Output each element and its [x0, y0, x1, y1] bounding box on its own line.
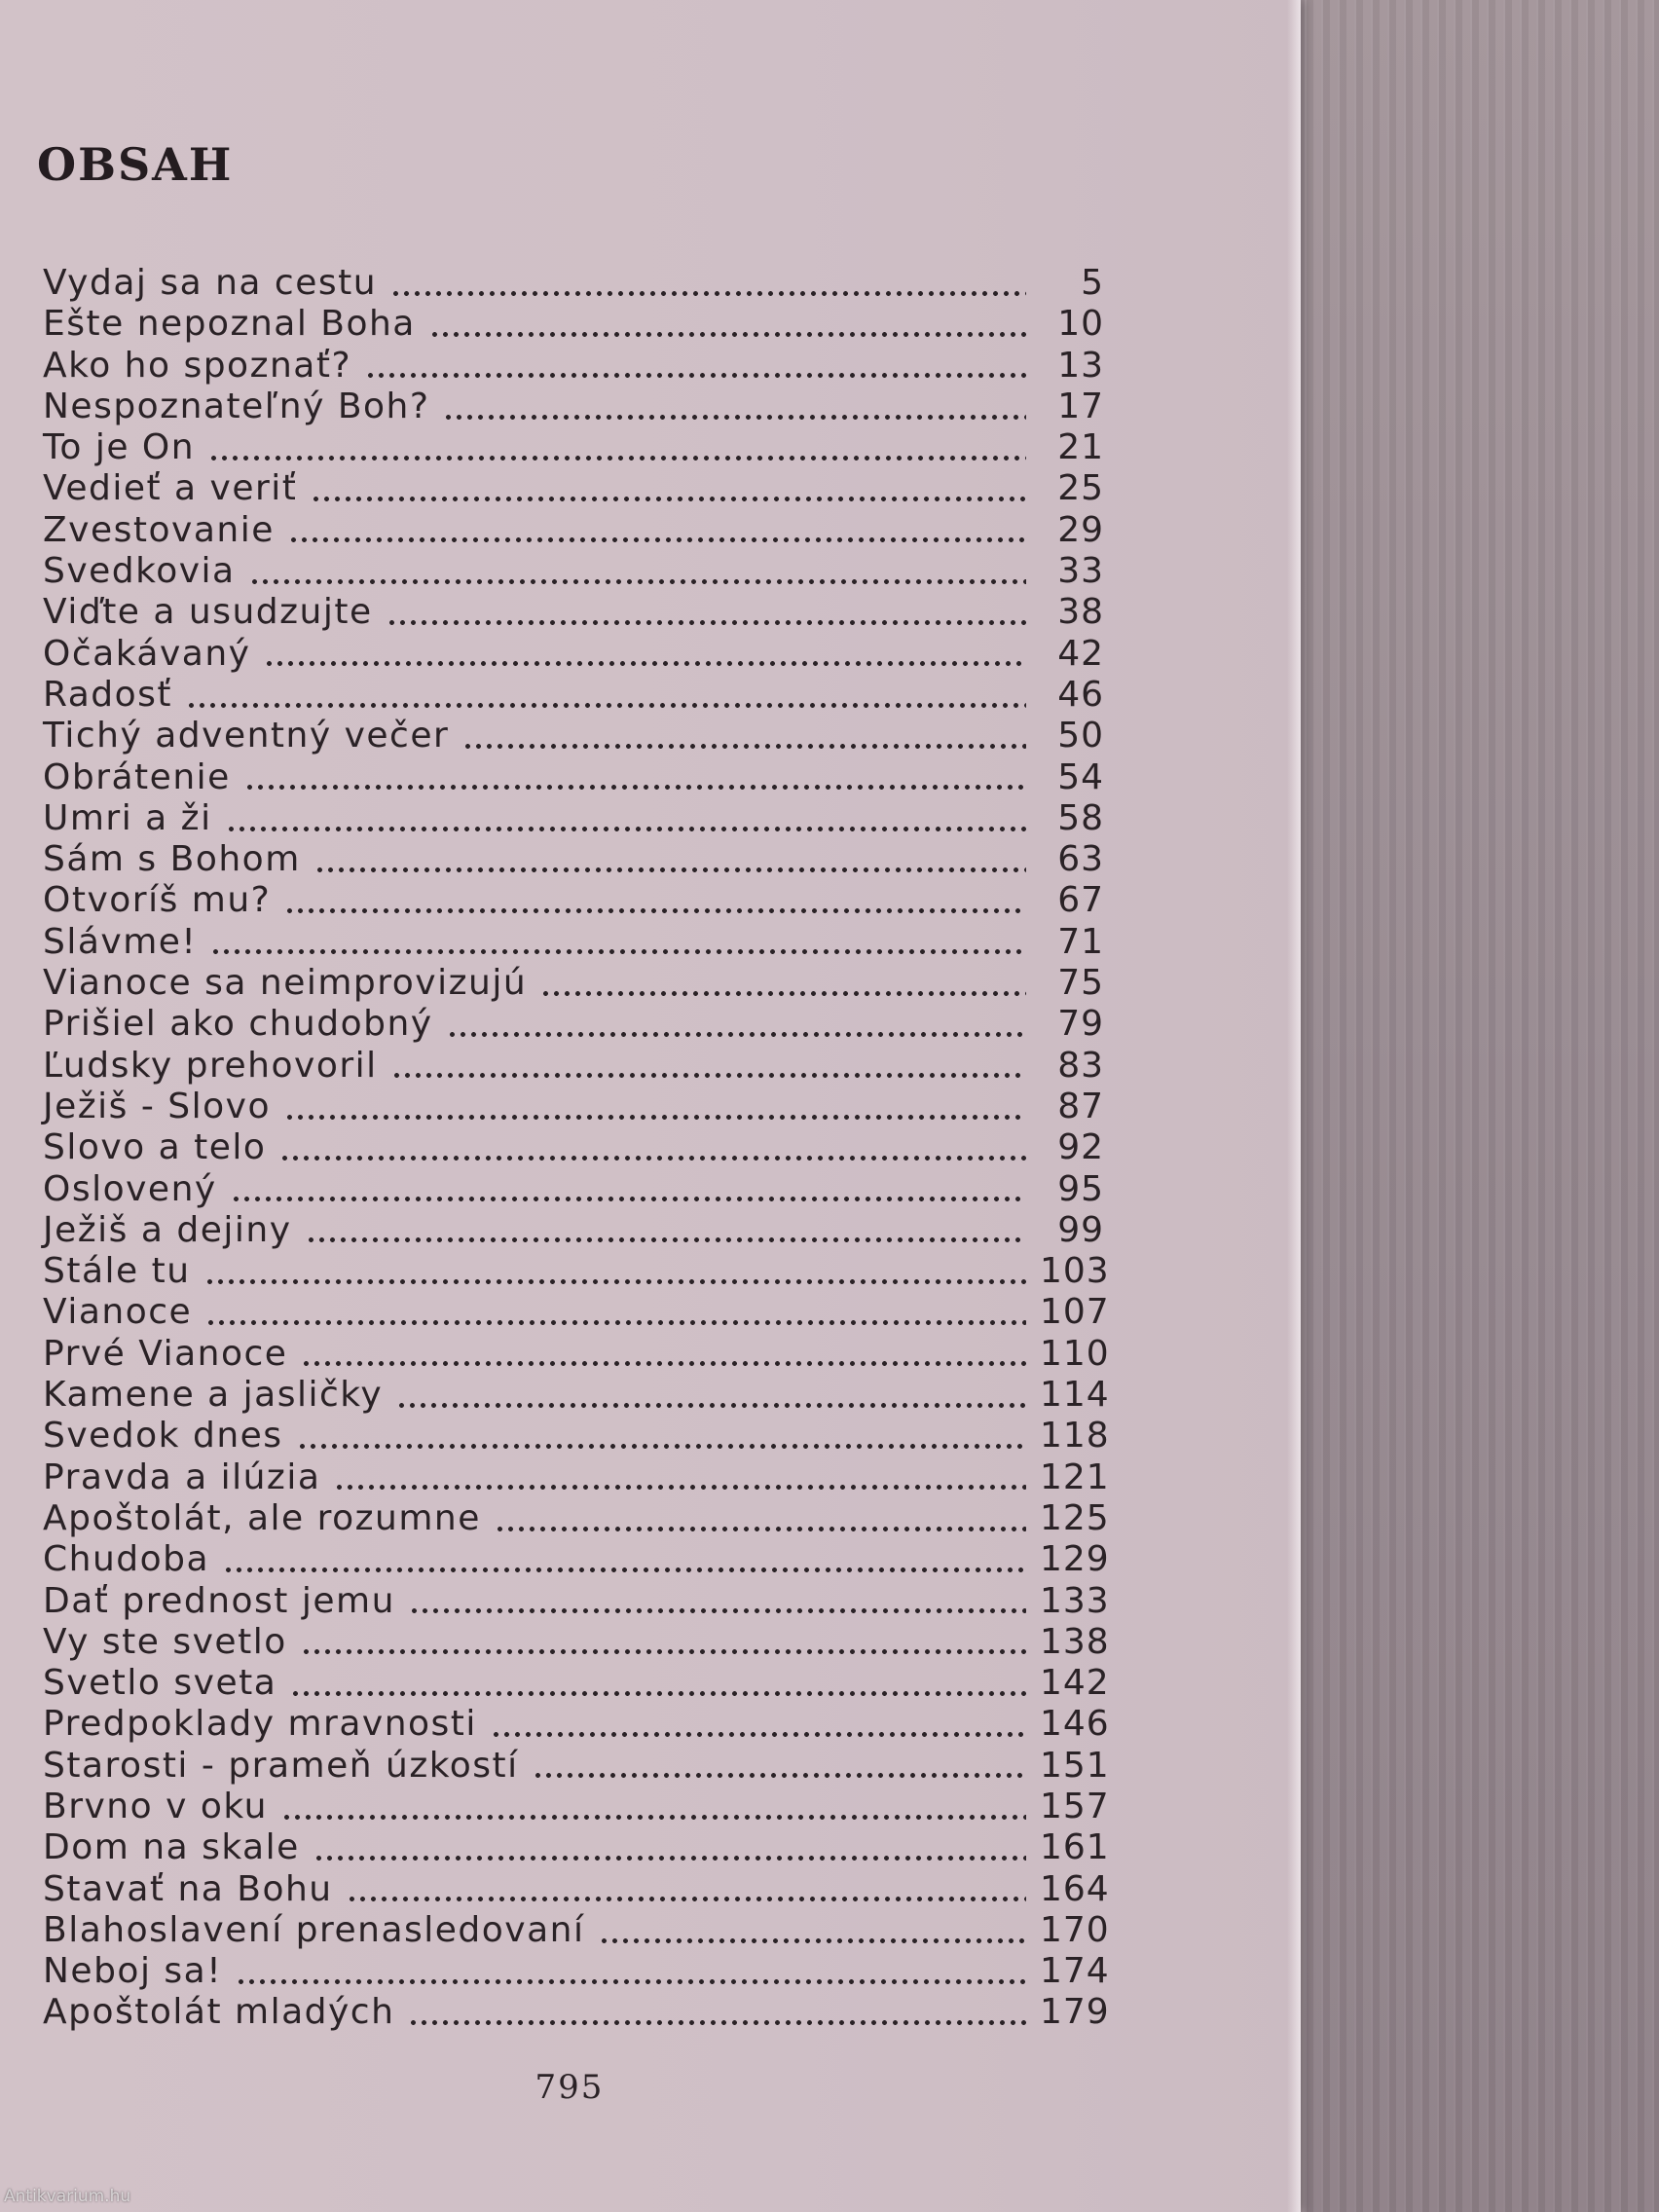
toc-entry-title: Apoštolát mladých [43, 1992, 395, 2033]
toc-entry-page: 151 [1040, 1745, 1110, 1786]
toc-entry-page: 42 [1057, 633, 1104, 674]
toc-entry-page: 138 [1040, 1621, 1110, 1662]
dot-leader [429, 330, 1026, 339]
toc-entry-page: 107 [1040, 1292, 1110, 1333]
toc-entry-title: Stále tu [43, 1251, 191, 1292]
dot-leader [491, 1730, 1026, 1739]
dot-leader [236, 1977, 1026, 1986]
dot-leader [306, 1235, 1027, 1244]
toc-entry [43, 839, 1104, 880]
toc-entry-page: 46 [1057, 674, 1104, 715]
toc-entry [43, 634, 1104, 675]
toc-entry [43, 1292, 1110, 1333]
toc-entry-title: Pravda a ilúzia [43, 1456, 321, 1497]
toc-entry [43, 675, 1104, 716]
toc-entry-page: 110 [1040, 1333, 1110, 1374]
toc-entry-title: Predpoklady mravnosti [43, 1704, 477, 1745]
toc-entry-page: 129 [1040, 1539, 1110, 1580]
dot-leader [408, 2018, 1026, 2027]
toc-entry-title: Starosti - prameň úzkostí [43, 1745, 519, 1786]
toc-entry [43, 1704, 1110, 1745]
toc-entry [43, 510, 1104, 551]
toc-entry [43, 922, 1104, 963]
toc-entry [43, 468, 1104, 509]
toc-entry-title: Slávme! [43, 921, 198, 962]
toc-entry-page: 79 [1057, 1004, 1104, 1045]
toc-entry-title: Brvno v oku [43, 1786, 268, 1826]
toc-entry-page: 33 [1057, 551, 1104, 592]
dot-leader [387, 618, 1026, 627]
toc-entry-title: Očakávaný [43, 633, 251, 674]
dot-leader [290, 1689, 1026, 1698]
dot-leader [208, 454, 1026, 462]
toc-entry [43, 592, 1104, 633]
toc-entry-title: Prvé Vianoce [43, 1333, 288, 1374]
toc-entry-page: 21 [1057, 427, 1104, 468]
toc-entry [43, 1539, 1110, 1580]
dot-leader [210, 947, 1026, 956]
toc-entry-page: 170 [1040, 1909, 1110, 1950]
toc-entry [43, 304, 1104, 345]
toc-entry [43, 1580, 1110, 1622]
dot-leader [409, 1606, 1026, 1615]
toc-entry [43, 1456, 1110, 1498]
dot-leader [390, 289, 1026, 298]
dot-leader [226, 825, 1026, 833]
dot-leader [288, 535, 1026, 544]
toc-entry-page: 10 [1057, 304, 1104, 345]
toc-entry-title: Zvestovanie [43, 509, 275, 550]
toc-entry-title: To je On [43, 427, 196, 468]
toc-entry-page: 133 [1040, 1580, 1110, 1621]
dot-leader [334, 1483, 1026, 1492]
toc-entry-page: 125 [1040, 1497, 1110, 1538]
page-edge [1287, 0, 1301, 2212]
toc-entry [43, 716, 1104, 756]
toc-entry-page: 75 [1057, 963, 1104, 1004]
dot-leader [365, 371, 1026, 380]
toc-entry-title: Vy ste svetlo [43, 1621, 287, 1662]
toc-entry-page: 54 [1057, 756, 1104, 797]
page-number: 795 [535, 2068, 605, 2107]
dot-leader [495, 1525, 1026, 1533]
toc-entry [43, 551, 1104, 592]
toc-entry [43, 963, 1104, 1004]
toc-entry-title: Ešte nepoznal Boha [43, 304, 416, 345]
dot-leader [231, 1195, 1026, 1203]
dot-leader [223, 1566, 1026, 1574]
toc-entry [43, 263, 1104, 304]
toc-entry-title: Svedok dnes [43, 1416, 283, 1456]
toc-entry-title: Otvoríš mu? [43, 880, 272, 921]
dot-leader [301, 1647, 1026, 1656]
toc-entry-title: Obrátenie [43, 756, 231, 797]
toc-entry [43, 1210, 1104, 1251]
toc-entry-page: 38 [1057, 592, 1104, 633]
toc-entry-title: Tichý adventný večer [43, 716, 450, 756]
toc-entry [43, 1992, 1110, 2033]
table-of-contents [43, 263, 1110, 2034]
dot-leader [311, 495, 1026, 503]
toc-entry-title: Svetlo sveta [43, 1663, 277, 1704]
toc-entry-page: 164 [1040, 1868, 1110, 1909]
toc-entry-title: Slovo a telo [43, 1127, 267, 1168]
toc-entry [43, 1046, 1104, 1087]
dot-leader [347, 1895, 1026, 1903]
toc-entry [43, 1333, 1110, 1375]
dot-leader [540, 989, 1026, 998]
toc-entry [43, 880, 1104, 921]
toc-entry-page: 142 [1040, 1663, 1110, 1704]
toc-entry [43, 1169, 1104, 1210]
toc-entry-page: 71 [1057, 921, 1104, 962]
toc-entry-page: 87 [1057, 1086, 1104, 1126]
toc-entry-title: Vedieť a veriť [43, 468, 298, 509]
toc-entry-page: 17 [1057, 386, 1104, 426]
toc-entry-page: 29 [1057, 509, 1104, 550]
toc-entry-page: 146 [1040, 1704, 1110, 1745]
toc-entry-title: Ľudsky prehovoril [43, 1045, 378, 1086]
toc-entry-page: 63 [1057, 839, 1104, 880]
toc-entry [43, 1786, 1110, 1827]
toc-entry-page: 118 [1040, 1416, 1110, 1456]
toc-entry-page: 157 [1040, 1786, 1110, 1826]
toc-entry-page: 95 [1057, 1168, 1104, 1209]
toc-entry-page: 50 [1057, 716, 1104, 756]
toc-entry [43, 387, 1104, 427]
table-surface [1305, 0, 1659, 2212]
dot-leader [205, 1318, 1026, 1327]
toc-entry-title: Chudoba [43, 1539, 210, 1580]
toc-entry-title: Kamene a jasličky [43, 1375, 384, 1416]
toc-entry-title: Svedkovia [43, 551, 236, 592]
dot-leader [314, 866, 1026, 874]
toc-entry-page: 103 [1040, 1251, 1110, 1292]
toc-entry [43, 757, 1104, 798]
toc-entry [43, 1497, 1110, 1539]
toc-entry [43, 1868, 1110, 1910]
toc-entry [43, 798, 1104, 839]
toc-entry-page: 5 [1081, 263, 1104, 303]
toc-entry [43, 427, 1104, 468]
dot-leader [599, 1936, 1027, 1945]
toc-entry-title: Prišiel ako chudobný [43, 1004, 433, 1045]
toc-entry-title: Nespoznateľný Boh? [43, 386, 430, 426]
toc-entry [43, 1251, 1110, 1292]
toc-entry-title: Oslovený [43, 1168, 217, 1209]
watermark: Antikvarium.hu [4, 2187, 131, 2206]
contents-heading: OBSAH [37, 138, 234, 191]
toc-entry-page: 114 [1040, 1375, 1110, 1416]
toc-entry [43, 1663, 1110, 1704]
dot-leader [249, 577, 1026, 586]
toc-entry-title: Neboj sa! [43, 1951, 223, 1992]
toc-entry [43, 1375, 1110, 1416]
toc-entry-page: 121 [1040, 1456, 1110, 1497]
toc-entry-title: Ježiš - Slovo [43, 1086, 272, 1126]
dot-leader [533, 1771, 1026, 1780]
dot-leader [301, 1359, 1026, 1368]
dot-leader [443, 413, 1026, 422]
toc-entry-page: 179 [1040, 1992, 1110, 2033]
toc-entry-page: 67 [1057, 880, 1104, 921]
dot-leader [204, 1277, 1026, 1286]
dot-leader [313, 1854, 1026, 1862]
toc-entry-page: 58 [1057, 797, 1104, 838]
toc-entry-title: Dom na skale [43, 1827, 300, 1868]
toc-entry [43, 1827, 1110, 1868]
dot-leader [284, 906, 1026, 915]
toc-entry [43, 1745, 1110, 1787]
toc-entry-title: Radosť [43, 674, 173, 715]
toc-entry-title: Stavať na Bohu [43, 1868, 333, 1909]
toc-entry-page: 174 [1040, 1951, 1110, 1992]
toc-entry [43, 1909, 1110, 1951]
toc-entry-title: Vydaj sa na cestu [43, 263, 378, 303]
toc-entry [43, 1416, 1110, 1456]
toc-entry-page: 161 [1040, 1827, 1110, 1868]
dot-leader [284, 1113, 1026, 1122]
dot-leader [391, 1071, 1026, 1080]
toc-entry [43, 346, 1104, 387]
toc-entry-title: Apoštolát, ale rozumne [43, 1497, 481, 1538]
toc-entry-page: 99 [1057, 1209, 1104, 1250]
dot-leader [244, 783, 1026, 792]
toc-entry-title: Ježiš a dejiny [43, 1209, 292, 1250]
toc-entry-page: 13 [1057, 345, 1104, 386]
dot-leader [279, 1154, 1026, 1162]
toc-entry [43, 1004, 1104, 1045]
toc-entry-page: 83 [1057, 1045, 1104, 1086]
toc-entry [43, 1127, 1104, 1168]
dot-leader [186, 701, 1026, 710]
toc-entry-title: Blahoslavení prenasledovaní [43, 1909, 585, 1950]
dot-leader [281, 1813, 1026, 1822]
toc-entry-title: Ako ho spoznať? [43, 345, 352, 386]
toc-entry [43, 1621, 1110, 1663]
toc-entry-page: 92 [1057, 1127, 1104, 1168]
toc-entry-page: 25 [1057, 468, 1104, 509]
toc-entry-title: Umri a ži [43, 797, 212, 838]
toc-entry [43, 1951, 1110, 1992]
dot-leader [264, 659, 1026, 668]
toc-entry-title: Vianoce [43, 1292, 193, 1333]
toc-entry-title: Vianoce sa neimprovizujú [43, 963, 528, 1004]
toc-entry-title: Viďte a usudzujte [43, 592, 373, 633]
toc-entry-title: Sám s Bohom [43, 839, 301, 880]
toc-entry-title: Dať prednost jemu [43, 1580, 395, 1621]
dot-leader [447, 1030, 1026, 1039]
dot-leader [462, 742, 1026, 751]
dot-leader [297, 1442, 1026, 1451]
toc-entry [43, 1087, 1104, 1127]
dot-leader [396, 1401, 1026, 1410]
